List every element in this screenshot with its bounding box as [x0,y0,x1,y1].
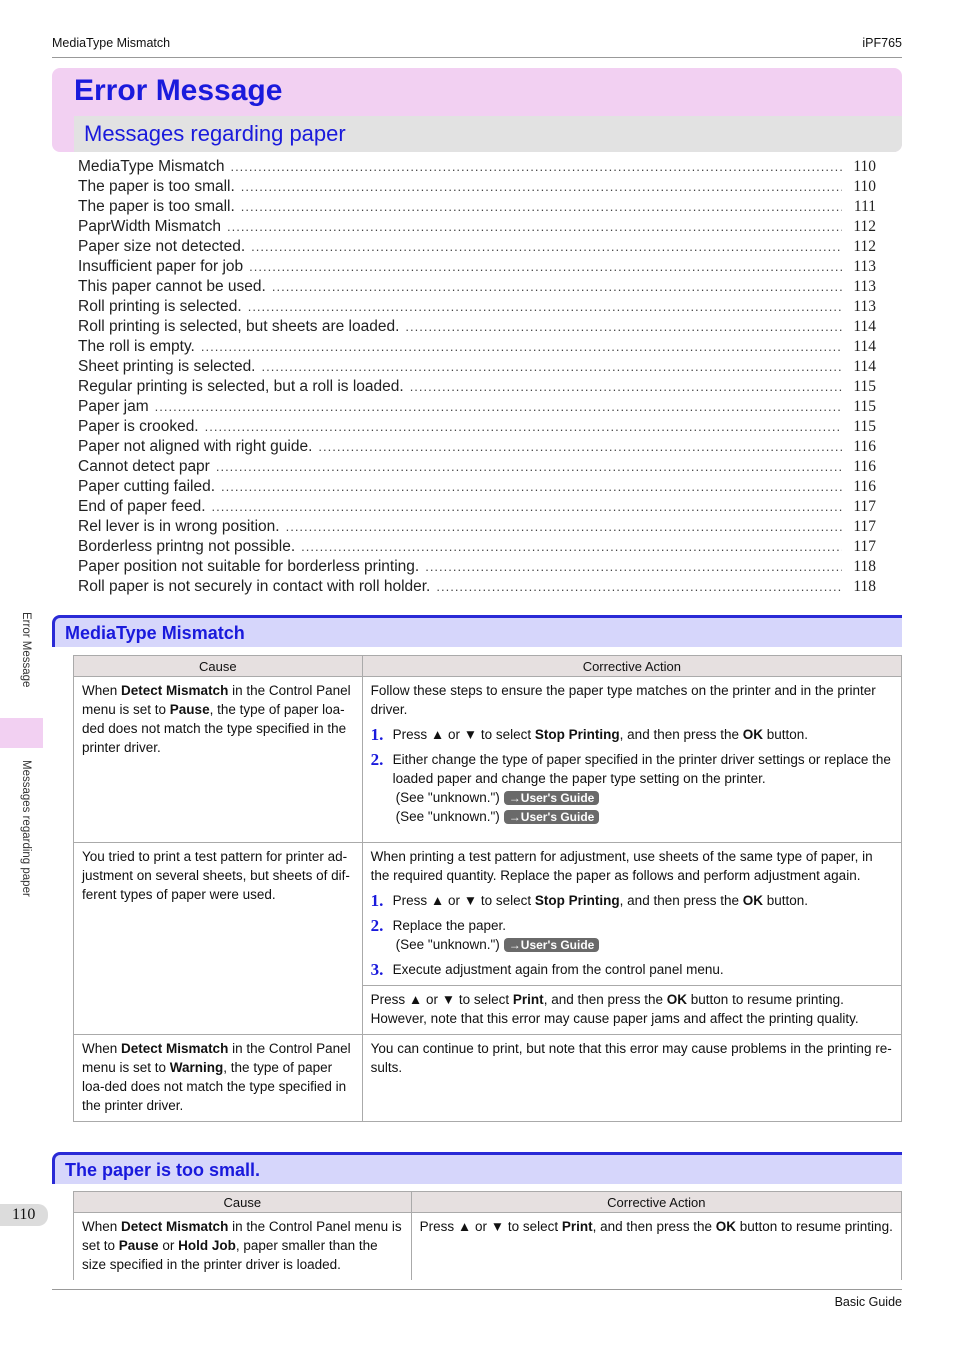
toc-entry[interactable] [78,278,876,298]
toc-entry[interactable] [78,318,876,338]
action-cell: You can continue to print, but note that this error may cause problems in the printing re-sults. [362,1035,901,1122]
page-title: Error Message [74,74,283,107]
toc-page-number: 110 [853,158,876,175]
toc-page-number: 116 [853,478,876,495]
toc-entry[interactable] [78,518,876,538]
toc-leader-dots [405,319,842,334]
step-number: 2. [370,916,384,935]
cause-cell: When Detect Mismatch in the Control Panel menu is set to Pause, the type of paper loa-ded does not match the type specified in the printer driver. [74,677,363,843]
toc-page-number: 117 [853,538,876,555]
section-subtitle: Messages regarding paper [84,121,346,146]
toc-page-number: 113 [853,298,876,315]
toc-entry-title: Roll paper is not securely in contact with roll holder. [78,578,431,595]
side-label-chapter: Error Message [20,612,32,688]
action-intro: When printing a test pattern for adjustment, use sheets of the same type of paper, in the required quantity. Replace the paper as follows and perform adjustment again. [370,849,873,883]
table-of-contents [78,158,876,598]
action-cell [362,677,901,843]
section-title: MediaType Mismatch [65,623,245,643]
toc-page-number: 110 [853,178,876,195]
toc-page-number: 116 [853,458,876,475]
action-cell [362,843,901,986]
toc-page-number: 112 [853,218,876,235]
step-number: 3. [370,960,384,979]
step-1: 1. Press ▲ or ▼ to select Stop Printing, and then press the OK button. [370,725,809,744]
toc-page-number: 117 [853,518,876,535]
toc-leader-dots [205,419,842,434]
toc-entry-title: Roll printing is selected, but sheets are loaded. [78,318,400,335]
toc-entry[interactable] [78,178,876,198]
toc-entry-title: MediaType Mismatch [78,158,225,175]
toc-entry[interactable] [78,578,876,598]
cause-cell: You tried to print a test pattern for printer ad-justment on several sheets, but sheets of dif-ferent types of paper were used. [74,843,363,1035]
toc-entry-title: Paper is crooked. [78,418,199,435]
toc-leader-dots [241,179,842,194]
toc-entry[interactable] [78,538,876,558]
toc-entry[interactable] [78,258,876,278]
toc-leader-dots [155,399,842,414]
toc-entry[interactable] [78,498,876,518]
step-2: 2. Either change the type of paper specified in the printer driver settings or replace the loaded paper and change the paper type setting on the printer. [370,750,891,786]
toc-leader-dots [248,299,842,314]
toc-leader-dots [241,199,842,214]
toc-entry[interactable] [78,238,876,258]
toc-page-number: 118 [853,578,876,595]
setting-value: Pause [169,702,210,717]
see-reference: (See "unknown.") →User's Guide [371,935,893,954]
toc-entry-title: Paper position not suitable for borderless printing. [78,558,420,575]
step-3: 3. Execute adjustment again from the control panel menu. [370,960,724,979]
toc-entry[interactable] [78,198,876,218]
toc-leader-dots [201,339,842,354]
step-number: 1. [370,891,384,910]
toc-entry[interactable] [78,458,876,478]
toc-leader-dots [216,459,842,474]
toc-entry[interactable] [78,478,876,498]
toc-leader-dots [230,159,842,174]
column-header-cause: Cause [74,656,363,677]
see-reference: (See "unknown.") →User's Guide [371,788,893,807]
column-header-cause: Cause [74,1192,412,1213]
toc-page-number: 115 [853,398,876,415]
toc-page-number: 115 [853,378,876,395]
toc-page-number: 118 [853,558,876,575]
toc-entry-title: Regular printing is selected, but a roll is loaded. [78,378,404,395]
toc-leader-dots [221,479,842,494]
toc-leader-dots [272,279,842,294]
section-header-paper-too-small [52,1152,902,1184]
toc-entry[interactable] [78,418,876,438]
toc-leader-dots [301,539,842,554]
toc-entry-title: Sheet printing is selected. [78,358,256,375]
header-rule [52,57,902,58]
toc-leader-dots [436,579,842,594]
users-guide-link[interactable]: →User's Guide [504,810,600,824]
toc-leader-dots [286,519,842,534]
toc-page-number: 117 [853,498,876,515]
toc-entry-title: Paper cutting failed. [78,478,216,495]
toc-leader-dots [251,239,842,254]
toc-page-number: 114 [853,338,876,355]
toc-page-number: 115 [853,418,876,435]
toc-page-number: 113 [853,278,876,295]
toc-entry-title: Insufficient paper for job [78,258,244,275]
footer-label: Basic Guide [834,1295,902,1309]
toc-entry[interactable] [78,298,876,318]
side-label-section: Messages regarding paper [20,760,32,897]
users-guide-link[interactable]: →User's Guide [504,791,600,805]
see-reference: (See "unknown.") →User's Guide [371,807,893,826]
setting-name: Detect Mismatch [121,683,229,698]
step-2: 2. Replace the paper. [370,916,506,935]
toc-entry-title: Cannot detect papr [78,458,210,475]
section-title: The paper is too small. [65,1160,261,1180]
toc-entry-title: Paper size not detected. [78,238,246,255]
toc-entry-title: The roll is empty. [78,338,195,355]
action-cell: Press ▲ or ▼ to select Print, and then press the OK button to resume printing. [411,1213,901,1281]
toc-leader-dots [262,359,843,374]
action-intro: Follow these steps to ensure the paper type matches on the printer and in the printer driver. [370,683,876,717]
toc-entry-title: Paper not aligned with right guide. [78,438,313,455]
toc-entry-title: Rel lever is in wrong position. [78,518,280,535]
toc-page-number: 112 [853,238,876,255]
mediatype-mismatch-table [73,655,902,1122]
toc-entry-title: Paper jam [78,398,149,415]
toc-entry[interactable] [78,378,876,398]
toc-entry[interactable] [78,358,876,378]
paper-too-small-table [73,1191,902,1280]
step-number: 1. [370,725,384,744]
cause-cell: When Detect Mismatch in the Control Panel menu is set to Pause or Hold Job, paper smaller than the size specified in the printer driver is loaded. [74,1213,412,1281]
cause-cell: When Detect Mismatch in the Control Panel menu is set to Warning, the type of paper loa-ded does not match the type specified in the printer driver. [74,1035,363,1122]
running-header-left: MediaType Mismatch [52,36,171,50]
toc-leader-dots [227,219,842,234]
toc-entry-title: PaprWidth Mismatch [78,218,221,235]
footer-rule [52,1289,902,1290]
page-number: 110 [12,1206,36,1223]
toc-entry[interactable] [78,438,876,458]
toc-leader-dots [425,559,842,574]
toc-entry-title: Borderless printng not possible. [78,538,296,555]
toc-entry-title: Roll printing is selected. [78,298,242,315]
action-cell-alternative: Press ▲ or ▼ to select Print, and then press the OK button to resume printing. However, note that this error may cause paper jams and affect the printing quality. [362,986,901,1035]
toc-entry-title: The paper is too small. [78,178,235,195]
toc-page-number: 114 [853,358,876,375]
toc-page-number: 114 [853,318,876,335]
users-guide-link[interactable]: →User's Guide [504,938,600,952]
side-tab-marker [0,718,43,748]
toc-leader-dots [249,259,842,274]
section-header-mediatype-mismatch [52,615,902,647]
toc-entry[interactable] [78,338,876,358]
toc-entry[interactable] [78,158,876,178]
step-number: 2. [370,750,384,769]
running-header-right: iPF765 [862,36,902,50]
toc-entry-title: This paper cannot be used. [78,278,266,295]
toc-entry-title: The paper is too small. [78,198,235,215]
column-header-action: Corrective Action [411,1192,901,1213]
toc-entry-title: End of paper feed. [78,498,206,515]
toc-page-number: 113 [853,258,876,275]
toc-page-number: 116 [853,438,876,455]
toc-entry[interactable] [78,398,876,418]
step-1: 1. Press ▲ or ▼ to select Stop Printing, and then press the OK button. [370,891,809,910]
toc-entry[interactable] [78,558,876,578]
column-header-action: Corrective Action [362,656,901,677]
toc-leader-dots [318,439,842,454]
toc-leader-dots [410,379,842,394]
toc-leader-dots [212,499,842,514]
toc-page-number: 111 [853,198,876,215]
toc-entry[interactable] [78,218,876,238]
